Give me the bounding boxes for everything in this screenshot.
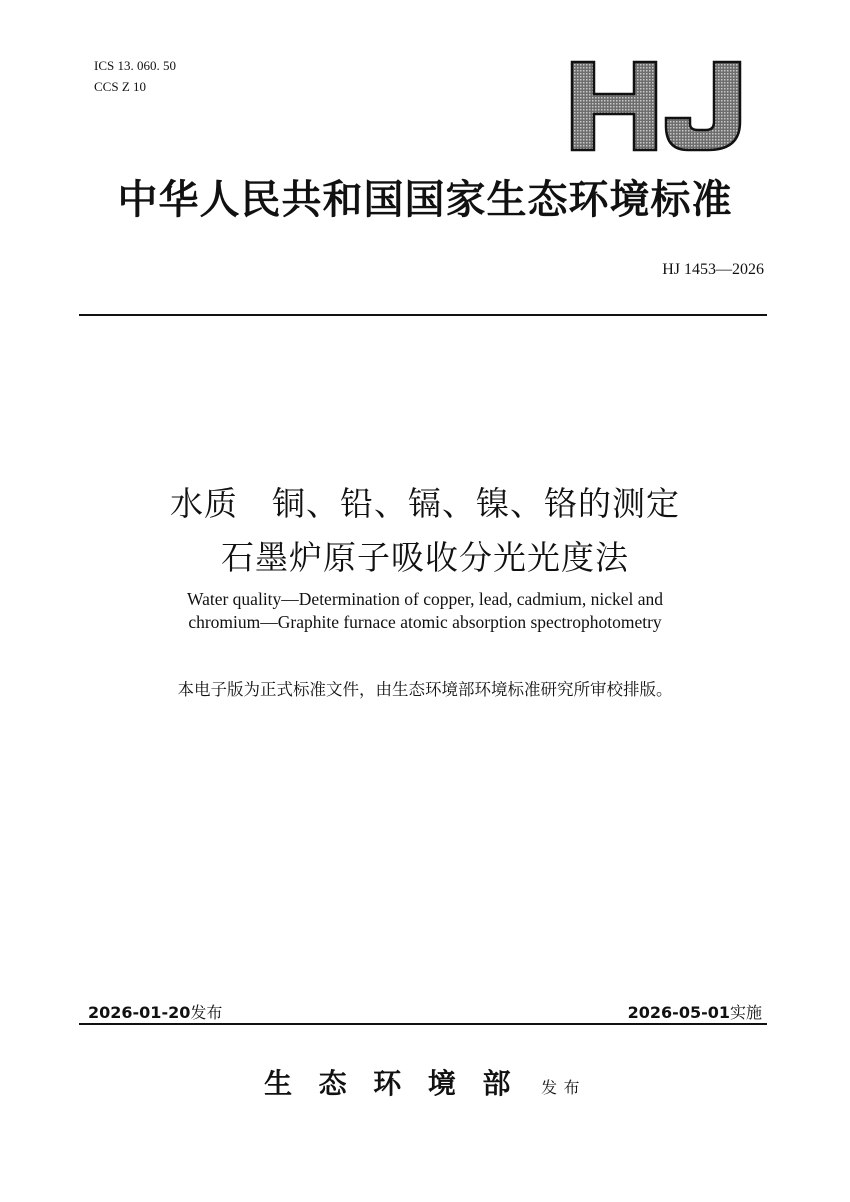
footer-divider	[79, 1023, 767, 1025]
effective-date-block	[628, 1000, 762, 1023]
title-chinese-line-2: 石墨炉原子吸收分光光度法	[221, 538, 629, 577]
issuer-name: 生态环境部	[264, 1067, 538, 1100]
release-date: 2026-01-20	[88, 1003, 191, 1022]
header-divider	[79, 314, 767, 316]
title-chinese-line-1: 水质 铜、铅、镉、镍、铬的测定	[170, 484, 680, 523]
title-english-line-2: chromium—Graphite furnace atomic absorption spectrophotometry	[188, 612, 662, 632]
classification-block	[94, 55, 176, 97]
ccs-code: CCS Z 10	[94, 79, 147, 94]
effective-label: 实施	[729, 1003, 762, 1022]
hj-logo	[568, 58, 746, 154]
national-standard-title: 中华人民共和国国家生态环境标准	[117, 176, 733, 223]
standard-number: HJ 1453—2026	[662, 261, 764, 278]
issuer-block	[0, 1062, 850, 1102]
release-date-block	[88, 1000, 222, 1023]
effective-date: 2026-05-01	[627, 1003, 730, 1022]
ics-code: ICS 13. 060. 50	[94, 58, 176, 73]
title-english	[0, 588, 850, 634]
release-label: 发布	[190, 1003, 223, 1022]
issuer-label: 发布	[541, 1078, 586, 1097]
title-english-line-1: Water quality—Determination of copper, lead, cadmium, nickel and	[186, 589, 664, 609]
electronic-edition-notice: 本电子版为正式标准文件，由生态环境部环境标准研究所审校排版。	[177, 680, 673, 699]
